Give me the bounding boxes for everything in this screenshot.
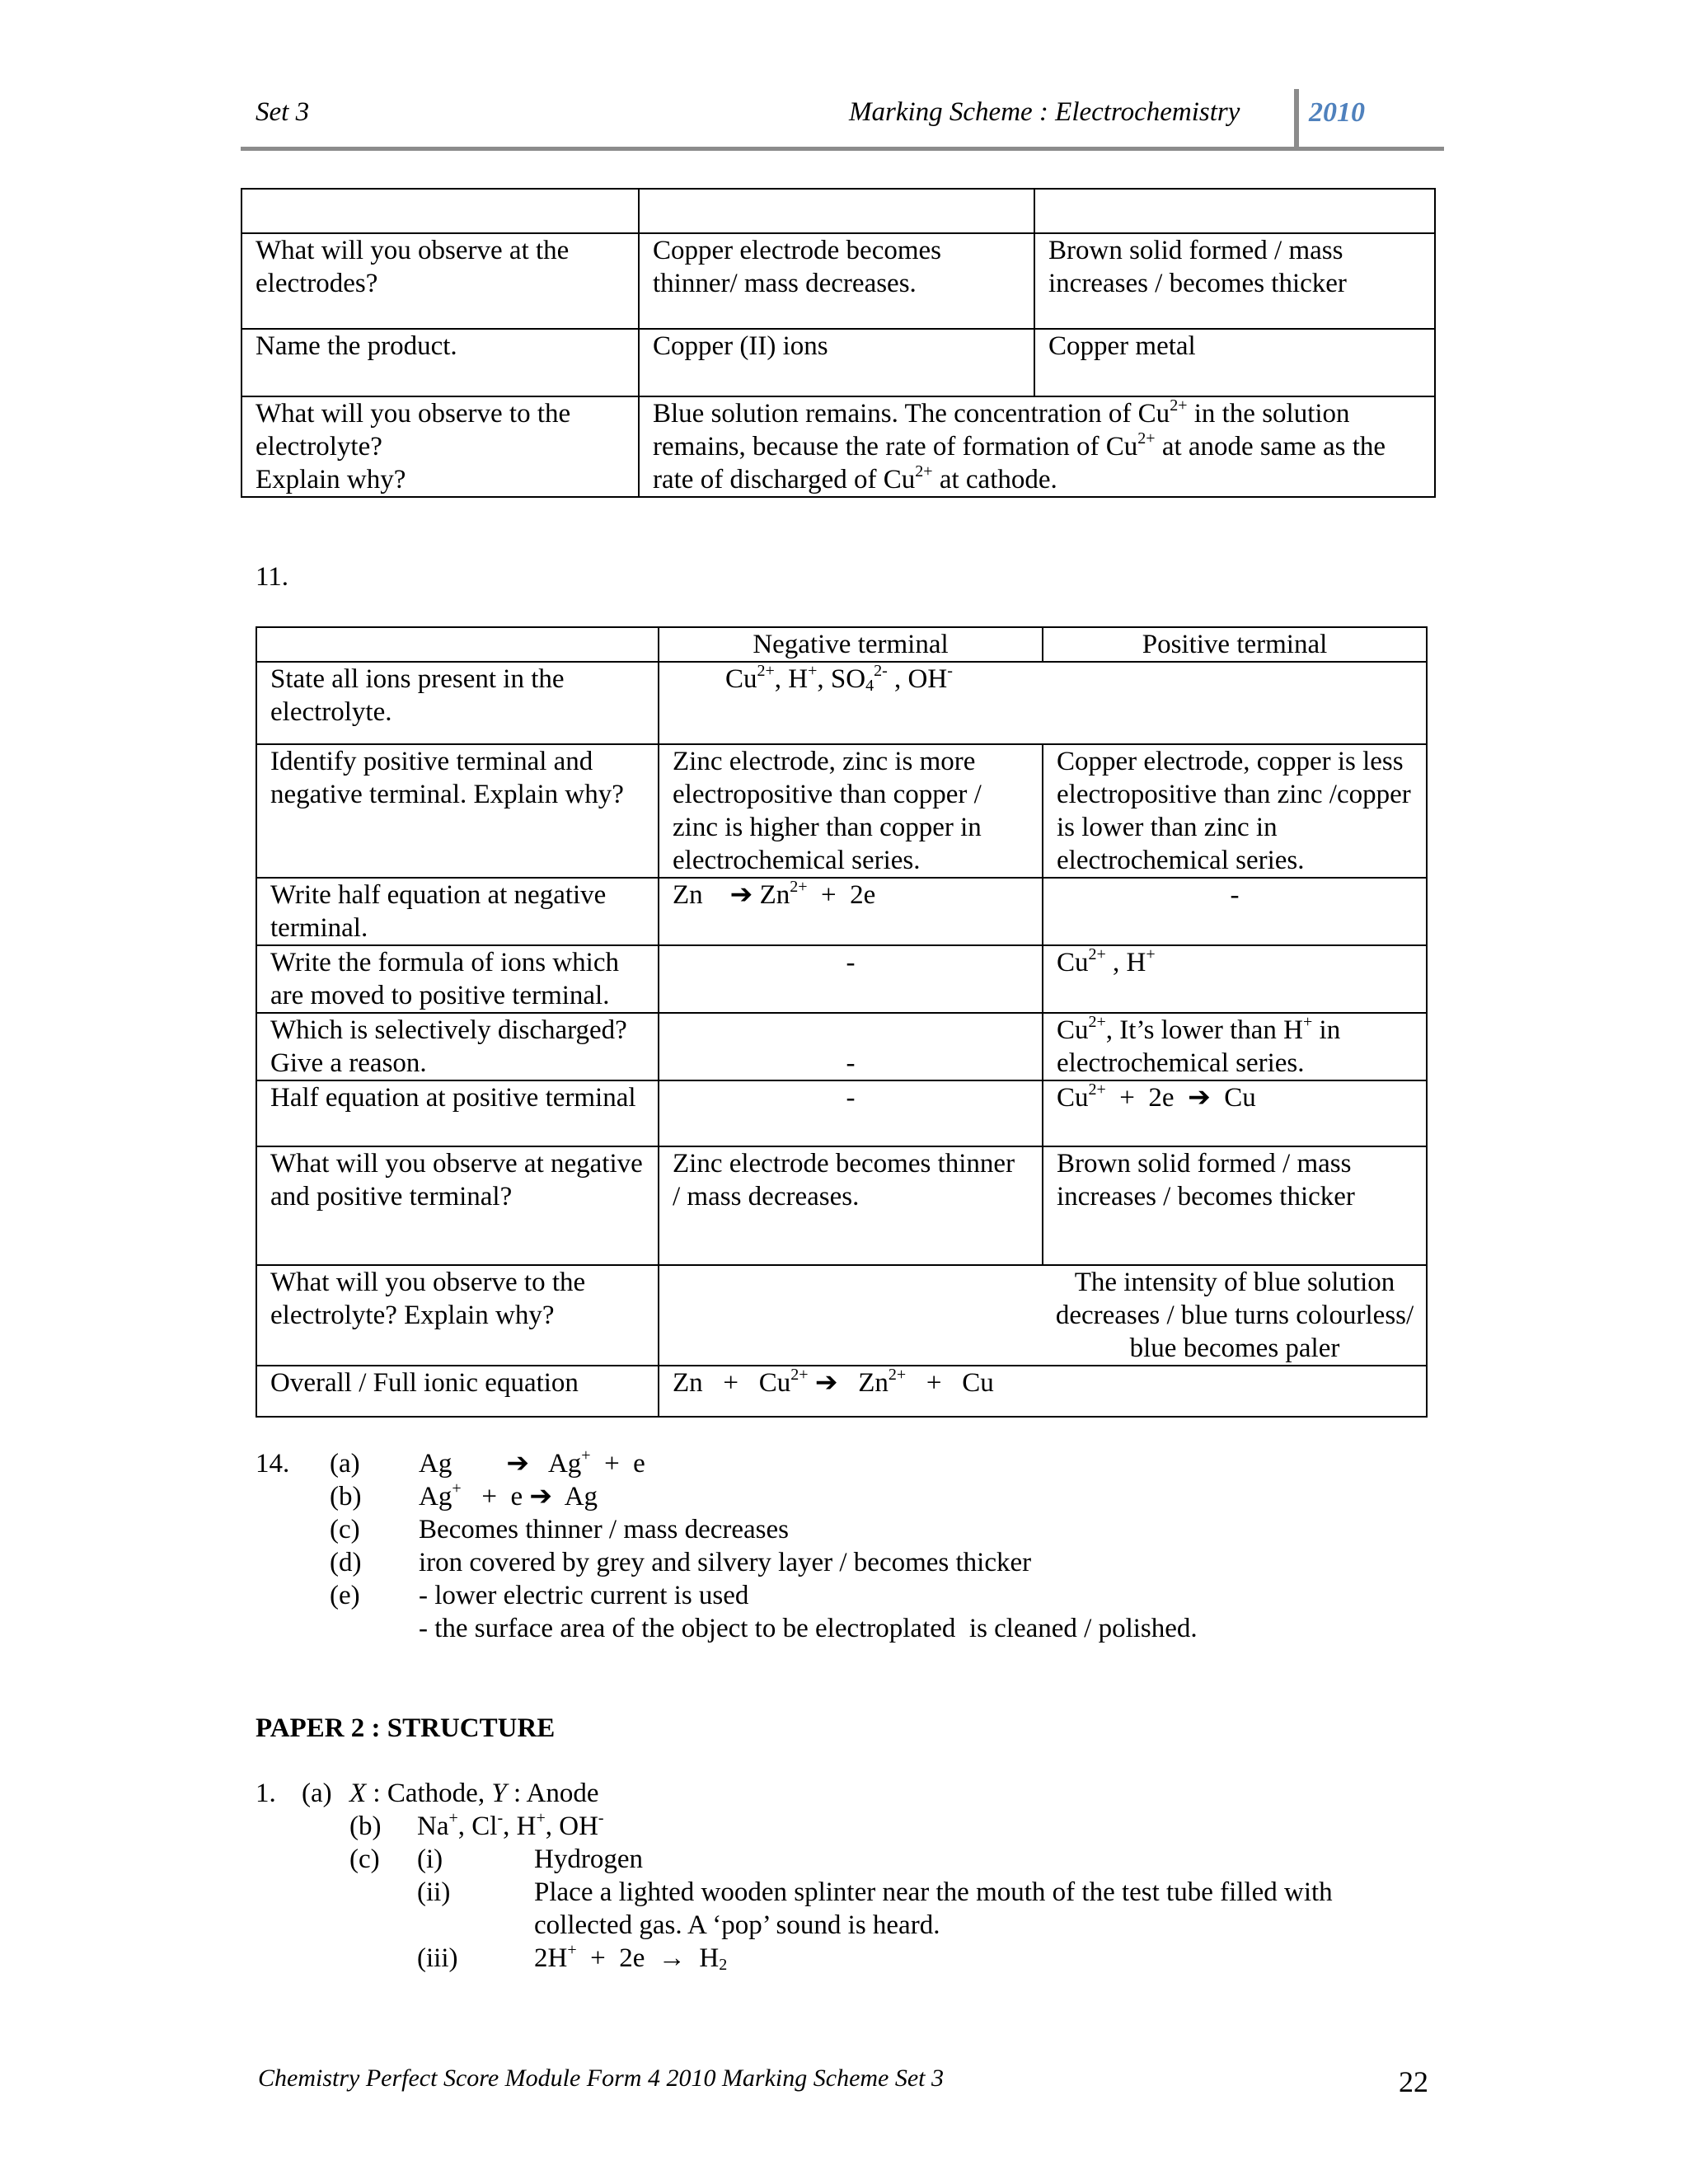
equation-text: Cu	[1057, 1083, 1089, 1113]
ion-text: Na	[417, 1811, 449, 1841]
explanation-text: rate of discharged of Cu	[653, 465, 916, 494]
paper2-label: (a)	[302, 1779, 332, 1808]
paper2-label: (b)	[349, 1811, 382, 1841]
table-row	[256, 1080, 1427, 1146]
positive-cell: The intensity of blue solution decreases / blue turns colourless/ blue becomes paler	[1055, 1268, 1414, 1363]
equation-text: Zn + Cu	[673, 1368, 791, 1398]
paper2-answer: Place a lighted wooden splinter near the mouth of the test tube filled with	[534, 1877, 1333, 1907]
question-line: electrolyte?	[256, 432, 382, 462]
charge-superscript: +	[567, 1941, 577, 1959]
question-cell: Write half equation at negative terminal.	[256, 878, 659, 945]
table-row	[241, 189, 1435, 233]
footer-text: Chemistry Perfect Score Module Form 4 2010 Marking Scheme Set 3	[258, 2064, 945, 2092]
charge-superscript: 2+	[888, 1366, 907, 1384]
q14-answer: - lower electric current is used	[419, 1581, 749, 1610]
question-14-number: 14.	[256, 1449, 290, 1479]
charge-superscript: -	[947, 662, 953, 680]
paper2-label: (c)	[349, 1844, 380, 1874]
ion-text: , OH	[545, 1811, 598, 1841]
question-cell: Name the product.	[241, 329, 639, 396]
charge-superscript: 2+	[915, 462, 933, 480]
ion-text: Cu	[1057, 948, 1089, 977]
charge-superscript: +	[452, 1479, 462, 1497]
charge-superscript: 2+	[790, 1366, 809, 1384]
negative-terminal-header: Negative terminal	[659, 627, 1043, 662]
paper2-answer	[349, 1777, 599, 1810]
equation-text: Zn	[753, 880, 790, 910]
negative-cell	[659, 1013, 1043, 1080]
table-row	[256, 945, 1427, 1013]
voltaic-cell-table	[256, 626, 1428, 1418]
equation-text: Ag	[552, 1482, 598, 1511]
question-cell: Half equation at positive terminal	[256, 1080, 659, 1146]
reason-text: , It’s lower than H	[1105, 1015, 1303, 1045]
negative-cell: Zinc electrode, zinc is more electropositive than copper / zinc is higher than copper in electrochemical series.	[659, 744, 1043, 878]
positive-cell: Copper electrode, copper is less electropositive than zinc /copper is lower than zinc in electrochemical series.	[1043, 744, 1427, 878]
paper2-q1-number: 1.	[256, 1779, 276, 1808]
table-row	[256, 1265, 1427, 1366]
charge-superscript: +	[536, 1809, 546, 1827]
positive-cell	[1043, 945, 1427, 1013]
explanation-cell	[639, 396, 1435, 497]
q14-answer: Becomes thinner / mass decreases	[419, 1515, 790, 1544]
subscript: 4	[865, 677, 874, 695]
equation-text: Ag	[419, 1482, 452, 1511]
paper2-answer: collected gas. A ‘pop’ sound is heard.	[534, 1910, 940, 1940]
equation-text: Ag	[419, 1449, 452, 1479]
header-divider	[1294, 89, 1299, 151]
question-cell: State all ions present in the electrolyte.	[256, 662, 659, 744]
subscript: 2	[719, 1956, 728, 1974]
equation-text: + e	[461, 1482, 530, 1511]
question-cell: Which is selectively discharged? Give a reason.	[256, 1013, 659, 1080]
charge-superscript: 2-	[874, 662, 888, 680]
table-row	[241, 396, 1435, 497]
table-header-row	[256, 627, 1427, 662]
q14-answer: - the surface area of the object to be electroplated is cleaned / polished.	[419, 1614, 1198, 1643]
table-row	[256, 744, 1427, 878]
equation-text: Zn	[673, 880, 730, 910]
equation-text: Zn	[844, 1368, 889, 1398]
negative-cell: -	[659, 945, 1043, 1013]
question-cell: What will you observe at negative and positive terminal?	[256, 1146, 659, 1265]
anode-cell: Copper electrode becomes thinner/ mass decreases.	[639, 233, 1034, 329]
charge-superscript: 2+	[1137, 429, 1156, 448]
arrow-icon: ➔	[506, 1449, 529, 1479]
negative-cell: -	[659, 1080, 1043, 1146]
q14-answer	[419, 1447, 645, 1480]
negative-cell	[659, 878, 1043, 945]
charge-superscript: +	[581, 1446, 591, 1465]
charge-superscript: +	[1146, 945, 1156, 963]
q14-label: (a)	[330, 1449, 360, 1479]
arrow-icon: ➔	[529, 1482, 553, 1511]
dash-text: -	[846, 1048, 856, 1078]
paper-2-heading: PAPER 2 : STRUCTURE	[256, 1713, 556, 1743]
equation-text: + 2e	[1105, 1083, 1189, 1113]
table-row	[256, 1146, 1427, 1265]
explanation-text: at anode same as the	[1155, 432, 1386, 462]
ion-text: , Cl	[457, 1811, 498, 1841]
ion-text: Cu	[725, 664, 757, 694]
q14-answer: iron covered by grey and silvery layer / becomes thicker	[419, 1548, 1032, 1577]
anode-cell: Copper (II) ions	[639, 329, 1034, 396]
electrolysis-table	[241, 188, 1436, 498]
cathode-cell: Brown solid formed / mass increases / becomes thicker	[1034, 233, 1435, 329]
negative-cell: Zinc electrode becomes thinner / mass decreases.	[659, 1146, 1043, 1265]
charge-superscript: 2+	[1088, 945, 1106, 963]
charge-superscript: +	[1303, 1013, 1313, 1031]
charge-superscript: 2+	[1170, 396, 1188, 415]
answer-text: : Anode	[506, 1779, 599, 1808]
q14-label: (c)	[330, 1515, 360, 1544]
arrow-icon: ➔	[1188, 1083, 1211, 1113]
paper2-answer	[534, 1942, 727, 1975]
table-row	[256, 1366, 1427, 1417]
charge-superscript: -	[598, 1809, 604, 1827]
equation-text: + 2e → H	[576, 1943, 720, 1973]
ion-text: , OH	[887, 664, 948, 694]
paper2-answer	[417, 1810, 604, 1843]
charge-superscript: +	[808, 662, 818, 680]
electrolyte-cell	[659, 1265, 1427, 1366]
ion-text: , H	[1105, 948, 1146, 977]
question-line: What will you observe to the	[256, 399, 571, 429]
positive-cell	[1043, 1013, 1427, 1080]
variable-y: Y	[491, 1779, 507, 1808]
question-cell: Overall / Full ionic equation	[256, 1366, 659, 1417]
charge-superscript: -	[497, 1809, 504, 1827]
table-row	[241, 233, 1435, 329]
ion-text: , H	[503, 1811, 537, 1841]
answer-text: : Cathode,	[366, 1779, 492, 1808]
ion-text: , H	[774, 664, 809, 694]
reason-text: in electrochemical series.	[1057, 1015, 1341, 1078]
question-cell	[241, 396, 639, 497]
positive-cell: Brown solid formed / mass increases / becomes thicker	[1043, 1146, 1427, 1265]
ion-text: , SO	[817, 664, 866, 694]
charge-superscript: +	[448, 1809, 458, 1827]
question-line: Explain why?	[256, 465, 406, 494]
positive-terminal-header: Positive terminal	[1043, 627, 1427, 662]
equation-text: + 2e	[807, 880, 876, 910]
table-row	[256, 1013, 1427, 1080]
paper2-sublabel: (i)	[417, 1844, 443, 1874]
q14-label: (d)	[330, 1548, 362, 1577]
charge-superscript: 2+	[1088, 1013, 1106, 1031]
variable-x: X	[349, 1779, 367, 1808]
explanation-text: remains, because the rate of formation of Cu	[653, 432, 1138, 462]
q14-label: (b)	[330, 1482, 362, 1511]
positive-cell	[1043, 1080, 1427, 1146]
q14-answer	[419, 1480, 598, 1513]
header-rule	[241, 147, 1444, 151]
equation-text: Cu	[1210, 1083, 1256, 1113]
charge-superscript: 2+	[1088, 1080, 1106, 1099]
explanation-text: Blue solution remains. The concentration of Cu	[653, 399, 1170, 429]
table-row	[256, 878, 1427, 945]
overall-equation-cell	[659, 1366, 1427, 1417]
positive-cell: -	[1043, 878, 1427, 945]
paper2-sublabel: (ii)	[417, 1877, 451, 1907]
q14-label: (e)	[330, 1581, 360, 1610]
question-cell: Write the formula of ions which are moved to positive terminal.	[256, 945, 659, 1013]
question-cell: What will you observe to the electrolyte? Explain why?	[256, 1265, 659, 1366]
explanation-text: at cathode.	[932, 465, 1057, 494]
paper2-sublabel: (iii)	[417, 1943, 458, 1973]
header-set: Set 3	[256, 97, 310, 127]
paper2-answer: Hydrogen	[534, 1844, 643, 1874]
header-year: 2010	[1309, 97, 1365, 128]
cathode-cell: Copper metal	[1034, 329, 1435, 396]
equation-text: Ag	[547, 1449, 582, 1479]
explanation-text: in the solution	[1187, 399, 1350, 429]
arrow-icon: ➔	[729, 880, 753, 910]
header-title: Marking Scheme : Electrochemistry	[849, 97, 1240, 127]
arrow-icon: ➔	[808, 1368, 845, 1398]
page-number: 22	[1399, 2065, 1428, 2098]
charge-superscript: 2+	[790, 878, 808, 896]
charge-superscript: 2+	[757, 662, 775, 680]
equation-text: + Cu	[906, 1368, 994, 1398]
table-row	[241, 329, 1435, 396]
question-11-number: 11.	[256, 562, 289, 592]
equation-text: 2H	[534, 1943, 568, 1973]
question-cell: Identify positive terminal and negative terminal. Explain why?	[256, 744, 659, 878]
question-cell: What will you observe at the electrodes?	[241, 233, 639, 329]
ions-cell	[659, 662, 1427, 744]
ion-text: Cu	[1057, 1015, 1089, 1045]
equation-text: + e	[590, 1449, 645, 1479]
table-row	[256, 662, 1427, 744]
